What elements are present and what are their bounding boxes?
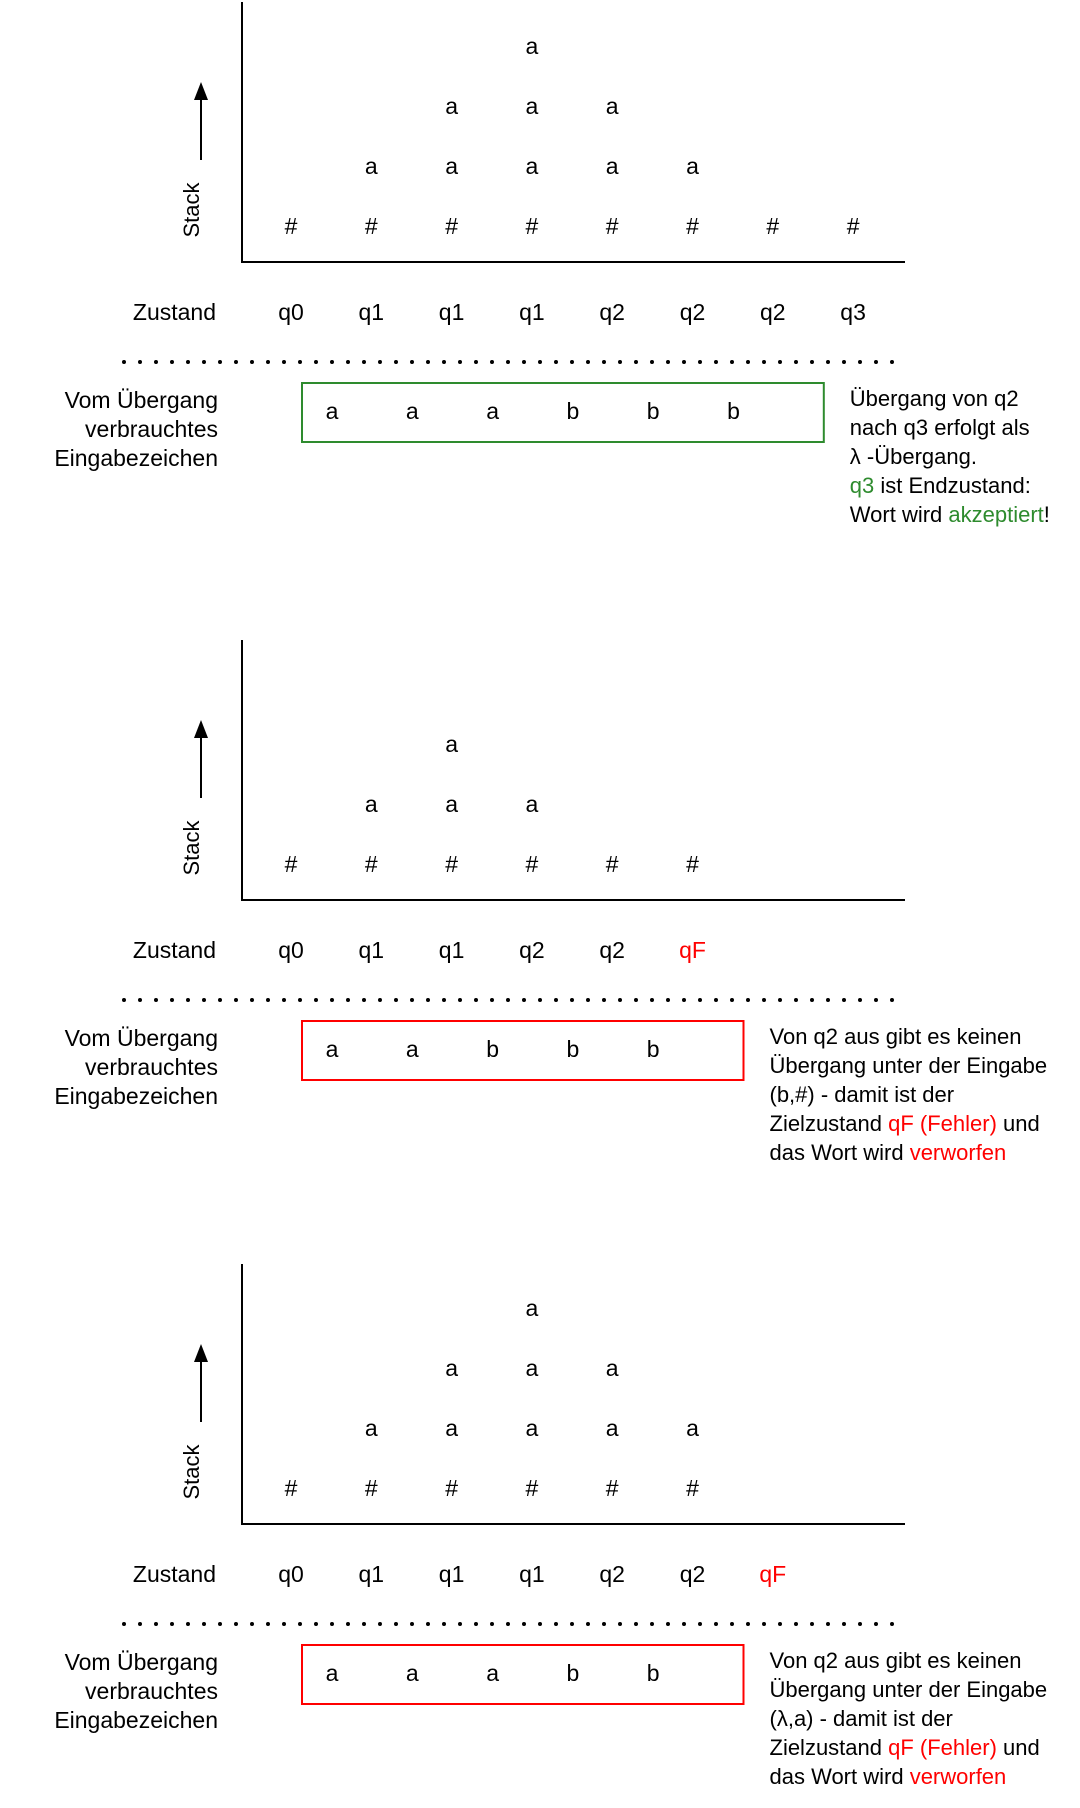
note-line	[770, 1706, 953, 1731]
input-symbol: a	[486, 1660, 499, 1686]
state-q0: q0	[278, 1561, 304, 1587]
state-q2: q2	[599, 1561, 625, 1587]
stack-symbol: a	[445, 153, 458, 179]
stack-symbol: #	[284, 1475, 298, 1501]
input-symbol: b	[566, 1660, 580, 1686]
stack-symbol: a	[445, 1415, 458, 1441]
stack-symbol: a	[605, 153, 619, 179]
note-segment: und	[996, 1111, 1040, 1136]
state-qf: qF	[679, 937, 706, 963]
note-line	[770, 1764, 1007, 1789]
stack-symbol: a	[686, 1415, 699, 1441]
input-symbol: b	[566, 1036, 580, 1062]
input-box	[302, 1645, 744, 1704]
stack-symbol: #	[364, 851, 378, 877]
input-box	[302, 1021, 744, 1080]
note-line	[850, 444, 977, 469]
note-line	[770, 1024, 1022, 1049]
note-segment: Von q2 aus gibt es keinen	[769, 1024, 1022, 1049]
diagram-3	[54, 1264, 1047, 1789]
note-segment: !	[1043, 502, 1050, 527]
state-q1: q1	[519, 299, 545, 325]
input-label-line: Vom Übergang	[64, 1649, 218, 1675]
note-line	[770, 1053, 1048, 1078]
stack-symbol: a	[445, 791, 458, 817]
input-symbol: a	[405, 398, 419, 424]
input-label-line: Vom Übergang	[64, 387, 218, 413]
input-symbol: a	[486, 398, 499, 424]
stack-symbol: #	[525, 851, 539, 877]
stack-symbol: #	[525, 1475, 539, 1501]
input-symbol: a	[405, 1660, 419, 1686]
state-qf: qF	[759, 1561, 787, 1587]
state-q1: q1	[358, 1561, 385, 1587]
state-q0: q0	[278, 299, 304, 325]
input-symbol: a	[325, 1036, 339, 1062]
note-segment: qF (Fehler)	[888, 1735, 997, 1760]
note-segment: das Wort wird	[769, 1764, 910, 1789]
stack-symbol: a	[364, 153, 378, 179]
stack-symbol: a	[525, 791, 539, 817]
input-symbol: b	[646, 1036, 660, 1062]
note-segment: Zielzustand	[769, 1111, 889, 1136]
state-label: Zustand	[132, 299, 216, 325]
stack-symbol: #	[445, 1475, 458, 1501]
note-segment: nach q3 erfolgt als	[849, 415, 1030, 440]
input-symbol: b	[727, 398, 740, 424]
note-segment: (b,#) - damit ist der	[769, 1082, 955, 1107]
input-symbol: b	[646, 398, 660, 424]
input-label-line: Eingabezeichen	[54, 445, 218, 471]
stack-symbol: a	[605, 93, 619, 119]
stack-symbol: a	[445, 731, 458, 757]
stack-symbol: #	[846, 213, 860, 239]
note-segment: verworfen	[909, 1140, 1007, 1165]
input-symbol: b	[566, 398, 580, 424]
stack-symbol: a	[686, 153, 699, 179]
note-segment: Zielzustand	[769, 1735, 889, 1760]
note-line	[770, 1677, 1048, 1702]
stack-label: Stack	[179, 1444, 204, 1500]
state-label: Zustand	[132, 1561, 216, 1587]
stack-symbol: #	[766, 213, 780, 239]
state-q1: q1	[438, 937, 465, 963]
input-symbol: a	[405, 1036, 419, 1062]
state-q1: q1	[438, 1561, 465, 1587]
note-line	[850, 386, 1019, 411]
state-q1: q1	[438, 299, 465, 325]
stack-symbol: a	[605, 1355, 619, 1381]
note-line	[850, 415, 1030, 440]
note-segment: λ -Übergang.	[849, 444, 977, 469]
input-label-line: Vom Übergang	[64, 1025, 218, 1051]
state-q2: q2	[599, 299, 625, 325]
stack-symbol: #	[686, 1475, 699, 1501]
stack-symbol: a	[364, 791, 378, 817]
note-segment: Übergang unter der Eingabe	[769, 1053, 1048, 1078]
stack-symbol: a	[525, 33, 539, 59]
state-q2: q2	[679, 1561, 706, 1587]
stack-symbol: #	[284, 851, 298, 877]
state-label: Zustand	[132, 937, 216, 963]
note-segment: Wort wird	[849, 502, 949, 527]
note-line	[770, 1140, 1007, 1165]
stack-symbol: a	[525, 153, 539, 179]
state-q2: q2	[760, 299, 786, 325]
stack-symbol: #	[605, 1475, 619, 1501]
state-q1: q1	[358, 299, 385, 325]
input-label-line: Eingabezeichen	[54, 1707, 218, 1733]
note-line	[770, 1082, 955, 1107]
note-line	[850, 473, 1031, 498]
stack-symbol: a	[525, 1415, 539, 1441]
stack-symbol: a	[445, 1355, 458, 1381]
note-segment: und	[996, 1735, 1040, 1760]
input-label-line: verbrauchtes	[85, 416, 218, 442]
stack-symbol: #	[605, 851, 619, 877]
stack-label: Stack	[179, 182, 204, 238]
input-symbol: a	[325, 1660, 339, 1686]
note-line	[770, 1111, 1040, 1136]
stack-symbol: #	[364, 1475, 378, 1501]
note-segment: ist Endzustand:	[874, 473, 1031, 498]
state-q1: q1	[358, 937, 385, 963]
stack-symbol: #	[284, 213, 298, 239]
note-line	[770, 1735, 1040, 1760]
input-label-line: verbrauchtes	[85, 1054, 218, 1080]
stack-symbol: #	[364, 213, 378, 239]
stack-arrow-head-icon	[194, 82, 208, 100]
input-symbol: b	[646, 1660, 660, 1686]
input-label-line: Eingabezeichen	[54, 1083, 218, 1109]
stack-arrow-head-icon	[194, 1344, 208, 1362]
input-label-line: verbrauchtes	[85, 1678, 218, 1704]
state-q2: q2	[599, 937, 625, 963]
state-q1: q1	[519, 1561, 545, 1587]
stack-symbol: #	[445, 213, 458, 239]
stack-symbol: a	[525, 93, 539, 119]
stack-symbol: #	[445, 851, 458, 877]
note-segment: q3	[849, 473, 875, 498]
state-q0: q0	[278, 937, 304, 963]
note-segment: akzeptiert	[948, 502, 1044, 527]
diagram-2	[54, 640, 1047, 1165]
stack-symbol: #	[605, 213, 619, 239]
input-box	[302, 383, 824, 442]
note-segment: das Wort wird	[769, 1140, 910, 1165]
state-q3: q3	[840, 299, 866, 325]
stack-symbol: a	[525, 1355, 539, 1381]
diagram-1	[54, 2, 1050, 527]
note-segment: qF (Fehler)	[888, 1111, 997, 1136]
stack-label: Stack	[179, 820, 204, 876]
note-line	[770, 1648, 1022, 1673]
stack-symbol: #	[686, 213, 699, 239]
note-segment: (λ,a) - damit ist der	[769, 1706, 953, 1731]
input-symbol: b	[486, 1036, 499, 1062]
stack-arrow-head-icon	[194, 720, 208, 738]
input-symbol: a	[325, 398, 339, 424]
stack-symbol: #	[525, 213, 539, 239]
state-q2: q2	[519, 937, 545, 963]
note-segment: Übergang unter der Eingabe	[769, 1677, 1048, 1702]
note-segment: Übergang von q2	[849, 386, 1019, 411]
stack-symbol: a	[605, 1415, 619, 1441]
note-segment: verworfen	[909, 1764, 1007, 1789]
stack-symbol: a	[445, 93, 458, 119]
state-q2: q2	[679, 299, 706, 325]
note-line	[850, 502, 1050, 527]
stack-symbol: a	[364, 1415, 378, 1441]
stack-symbol: #	[686, 851, 699, 877]
stack-symbol: a	[525, 1295, 539, 1321]
note-segment: Von q2 aus gibt es keinen	[769, 1648, 1022, 1673]
